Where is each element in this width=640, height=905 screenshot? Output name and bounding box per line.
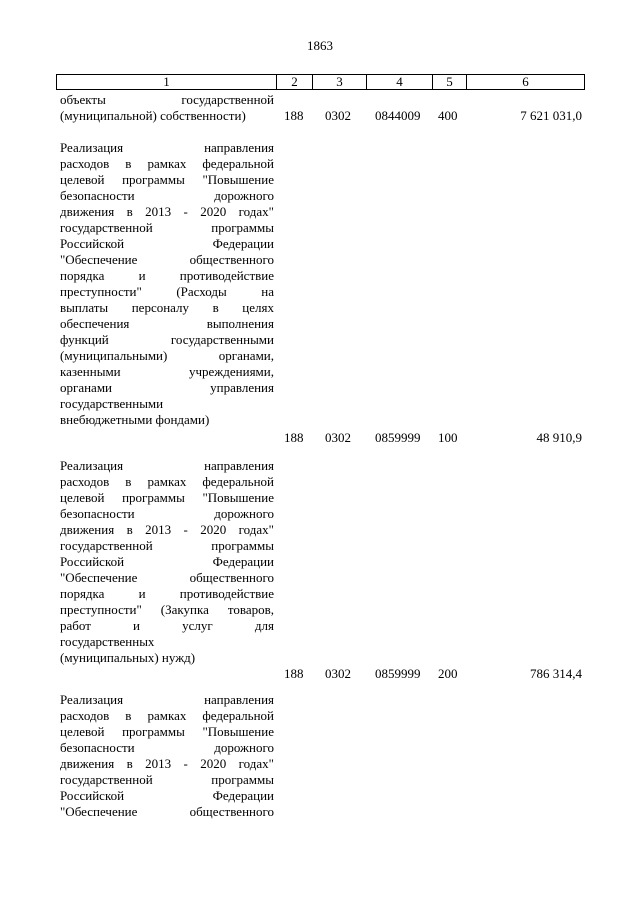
description-line: функций государственными: [60, 332, 274, 347]
description-line: государственной программы: [60, 220, 274, 235]
cell-col3: 0302: [325, 666, 351, 681]
description-line: целевой программы "Повышение: [60, 172, 274, 187]
description-line: преступности" (Расходы на: [60, 284, 274, 299]
column-header-2: 2: [277, 75, 313, 90]
description-line: Реализация направления: [60, 692, 274, 707]
cell-col2: 188: [284, 666, 304, 681]
description-line: органами управления: [60, 380, 274, 395]
column-header-table: [56, 74, 585, 90]
cell-col6: 7 621 031,0: [520, 108, 582, 123]
description-line: безопасности дорожного: [60, 506, 274, 521]
description-line: государственной программы: [60, 772, 274, 787]
description-line: расходов в рамках федеральной: [60, 708, 274, 723]
description-line: объекты государственной: [60, 92, 274, 107]
description-line: обеспечения выполнения: [60, 316, 274, 331]
description-line: порядка и противодействие: [60, 586, 274, 601]
description-line: движения в 2013 - 2020 годах": [60, 756, 274, 771]
description-line: внебюджетными фондами): [60, 412, 210, 427]
description-line: (муниципальных) нужд): [60, 650, 196, 665]
cell-col4: 0844009: [375, 108, 421, 123]
cell-col2: 188: [284, 430, 304, 445]
row-description: [60, 140, 274, 428]
description-line: расходов в рамках федеральной: [60, 474, 274, 489]
description-line: Российской Федерации: [60, 554, 274, 569]
column-header-4: 4: [367, 75, 433, 90]
column-header-1: 1: [57, 75, 277, 90]
description-line: государственными: [60, 396, 164, 411]
description-line: "Обеспечение общественного: [60, 570, 274, 585]
cell-col5: 200: [438, 666, 458, 681]
description-line: безопасности дорожного: [60, 740, 274, 755]
page-number: 1863: [307, 38, 333, 53]
row-description: [60, 92, 274, 124]
description-line: порядка и противодействие: [60, 268, 274, 283]
description-line: работ и услуг для: [60, 618, 274, 633]
column-header-3: 3: [313, 75, 367, 90]
description-line: Российской Федерации: [60, 236, 274, 251]
description-line: Российской Федерации: [60, 788, 274, 803]
description-line: "Обеспечение общественного: [60, 804, 274, 819]
cell-col2: 188: [284, 108, 304, 123]
column-header-row: [57, 75, 585, 90]
column-header-5: 5: [433, 75, 467, 90]
cell-col4: 0859999: [375, 666, 421, 681]
description-line: расходов в рамках федеральной: [60, 156, 274, 171]
description-line: выплаты персоналу в целях: [60, 300, 274, 315]
cell-col5: 100: [438, 430, 458, 445]
row-description: [60, 692, 274, 820]
cell-col4: 0859999: [375, 430, 421, 445]
description-line: Реализация направления: [60, 140, 274, 155]
description-line: (муниципальной) собственности): [60, 108, 246, 123]
description-line: казенными учреждениями,: [60, 364, 274, 379]
description-line: (муниципальными) органами,: [60, 348, 274, 363]
description-line: государственной программы: [60, 538, 274, 553]
description-line: "Обеспечение общественного: [60, 252, 274, 267]
description-line: государственных: [60, 634, 155, 649]
cell-col5: 400: [438, 108, 458, 123]
cell-col6: 48 910,9: [536, 430, 582, 445]
cell-col3: 0302: [325, 430, 351, 445]
cell-col6: 786 314,4: [530, 666, 582, 681]
column-header-6: 6: [467, 75, 585, 90]
cell-col3: 0302: [325, 108, 351, 123]
description-line: целевой программы "Повышение: [60, 490, 274, 505]
row-description: [60, 458, 274, 666]
description-line: преступности" (Закупка товаров,: [60, 602, 274, 617]
description-line: Реализация направления: [60, 458, 274, 473]
description-line: движения в 2013 - 2020 годах": [60, 522, 274, 537]
description-line: целевой программы "Повышение: [60, 724, 274, 739]
description-line: безопасности дорожного: [60, 188, 274, 203]
description-line: движения в 2013 - 2020 годах": [60, 204, 274, 219]
